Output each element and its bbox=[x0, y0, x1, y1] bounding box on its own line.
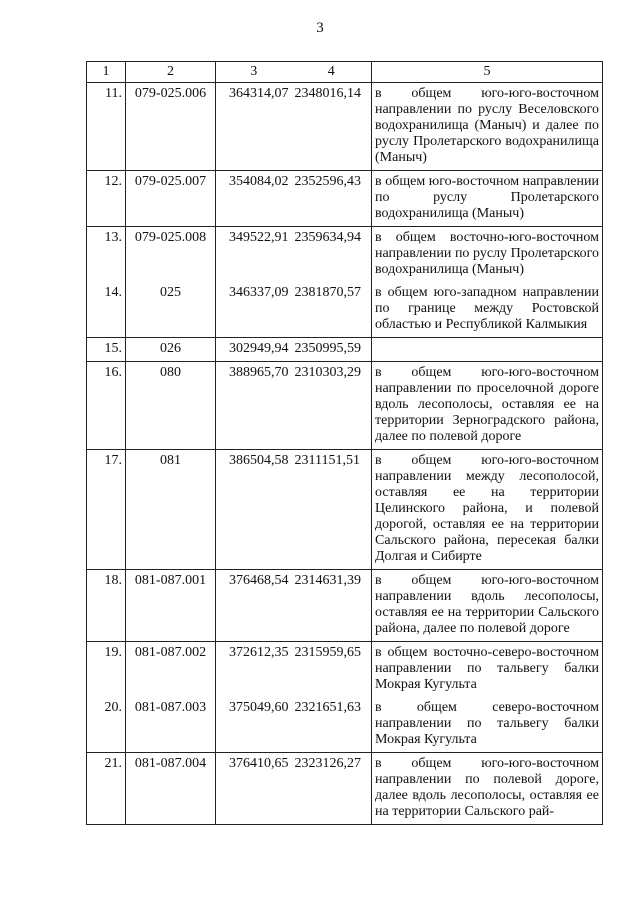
row-number: 18. bbox=[87, 570, 126, 642]
coordinate-y: 2352596,43 bbox=[292, 171, 372, 227]
boundary-description: в общем юго-юго-восточном направлении по проселочной дороге вдоль лесополосы, оставляя ее на территории Зерноградского района, далее по полевой дороге bbox=[372, 362, 603, 450]
point-code: 026 bbox=[126, 338, 216, 362]
table-row bbox=[87, 83, 603, 171]
row-number: 12. bbox=[87, 171, 126, 227]
table-row bbox=[87, 697, 603, 753]
row-number: 17. bbox=[87, 450, 126, 570]
row-number: 21. bbox=[87, 753, 126, 825]
point-code: 081-087.004 bbox=[126, 753, 216, 825]
coordinate-y: 2310303,29 bbox=[292, 362, 372, 450]
header-cell: 2 bbox=[126, 62, 216, 83]
table-row bbox=[87, 570, 603, 642]
row-number: 15. bbox=[87, 338, 126, 362]
boundary-description: в общем юго-восточном направлении по руслу Пролетарского водохранилища (Маныч) bbox=[372, 171, 603, 227]
boundary-description: в общем восточно-северо-восточном направлении по тальвегу балки Мокрая Кугульта bbox=[372, 642, 603, 698]
point-code: 080 bbox=[126, 362, 216, 450]
page-number: 3 bbox=[316, 20, 324, 36]
row-number: 16. bbox=[87, 362, 126, 450]
row-number: 20. bbox=[87, 697, 126, 753]
coordinate-x: 388965,70 bbox=[216, 362, 292, 450]
coordinate-y: 2311151,51 bbox=[292, 450, 372, 570]
boundary-description: в общем восточно-юго-восточном направлении по руслу Пролетарского водохранилища (Маныч) bbox=[372, 227, 603, 283]
table-row bbox=[87, 362, 603, 450]
header-cell: 3 bbox=[216, 62, 292, 83]
coordinate-y: 2359634,94 bbox=[292, 227, 372, 283]
point-code: 081-087.002 bbox=[126, 642, 216, 698]
boundary-description: в общем юго-юго-восточном направлении по полевой дороге, далее вдоль лесополосы, оставляя ее на территории Сальского рай- bbox=[372, 753, 603, 825]
header-cell: 4 bbox=[292, 62, 372, 83]
point-code: 079-025.007 bbox=[126, 171, 216, 227]
coordinate-y: 2323126,27 bbox=[292, 753, 372, 825]
table-row bbox=[87, 642, 603, 698]
boundary-table bbox=[86, 61, 603, 825]
coordinate-x: 372612,35 bbox=[229, 645, 289, 660]
table-header-row bbox=[87, 62, 603, 83]
coordinate-y: 2315959,65 bbox=[292, 642, 372, 698]
coordinate-y: 2381870,57 bbox=[292, 282, 372, 338]
table-row bbox=[87, 227, 603, 283]
header-cell: 1 bbox=[87, 62, 126, 83]
boundary-description: в общем юго-западном направлении по границе между Ростовской областью и Республикой Калмыкия bbox=[372, 282, 603, 338]
boundary-description: в общем юго-юго-восточном направлении вдоль лесополосы, оставляя ее на территории Сальского района, далее по полевой дороге bbox=[372, 570, 603, 642]
boundary-description: в общем северо-восточном направлении по тальвегу балки Мокрая Кугульта bbox=[372, 697, 603, 753]
row-number: 14. bbox=[87, 282, 126, 338]
coordinate-x: 376468,54 bbox=[216, 570, 292, 642]
table-row bbox=[87, 753, 603, 825]
coordinate-x: 376410,65 bbox=[216, 753, 292, 825]
coordinate-x: 364314,07 bbox=[216, 83, 292, 171]
point-code: 079-025.008 bbox=[126, 227, 216, 283]
point-code: 025 bbox=[126, 282, 216, 338]
coordinate-y: 2321651,63 bbox=[292, 697, 372, 753]
point-code: 079-025.006 bbox=[126, 83, 216, 171]
coordinate-x: 386504,58 bbox=[216, 450, 292, 570]
coordinate-x: 375049,60 bbox=[216, 697, 292, 753]
boundary-description bbox=[372, 338, 603, 362]
point-code: 081 bbox=[126, 450, 216, 570]
point-code: 081-087.001 bbox=[126, 570, 216, 642]
coordinate-x: 354084,02 bbox=[216, 171, 292, 227]
coordinate-x: 346337,09 bbox=[216, 282, 292, 338]
table-row bbox=[87, 450, 603, 570]
table-row bbox=[87, 338, 603, 362]
table-row bbox=[87, 171, 603, 227]
coordinate-y: 2350995,59 bbox=[292, 338, 372, 362]
row-number: 11. bbox=[87, 83, 126, 171]
point-code: 081-087.003 bbox=[126, 697, 216, 753]
coordinate-x: 302949,94 bbox=[216, 338, 292, 362]
boundary-description: в общем юго-юго-восточном направлении по руслу Веселовского водохранилища (Маныч) и далее по руслу Пролетарского водохранилища (Маныч) bbox=[372, 83, 603, 171]
row-number: 19. bbox=[87, 642, 126, 698]
table-row bbox=[87, 282, 603, 338]
coordinate-y: 2348016,14 bbox=[292, 83, 372, 171]
header-cell: 5 bbox=[372, 62, 603, 83]
coordinate-y: 2314631,39 bbox=[292, 570, 372, 642]
coordinate-x: 349522,91 bbox=[229, 230, 289, 245]
boundary-description: в общем юго-юго-восточном направлении между лесополосой, оставляя ее на территории Целинского района, и полевой дорогой, оставляя ее на территории Сальского района, пересекая балки Долгая и Сибирте bbox=[372, 450, 603, 570]
row-number: 13. bbox=[87, 227, 126, 283]
